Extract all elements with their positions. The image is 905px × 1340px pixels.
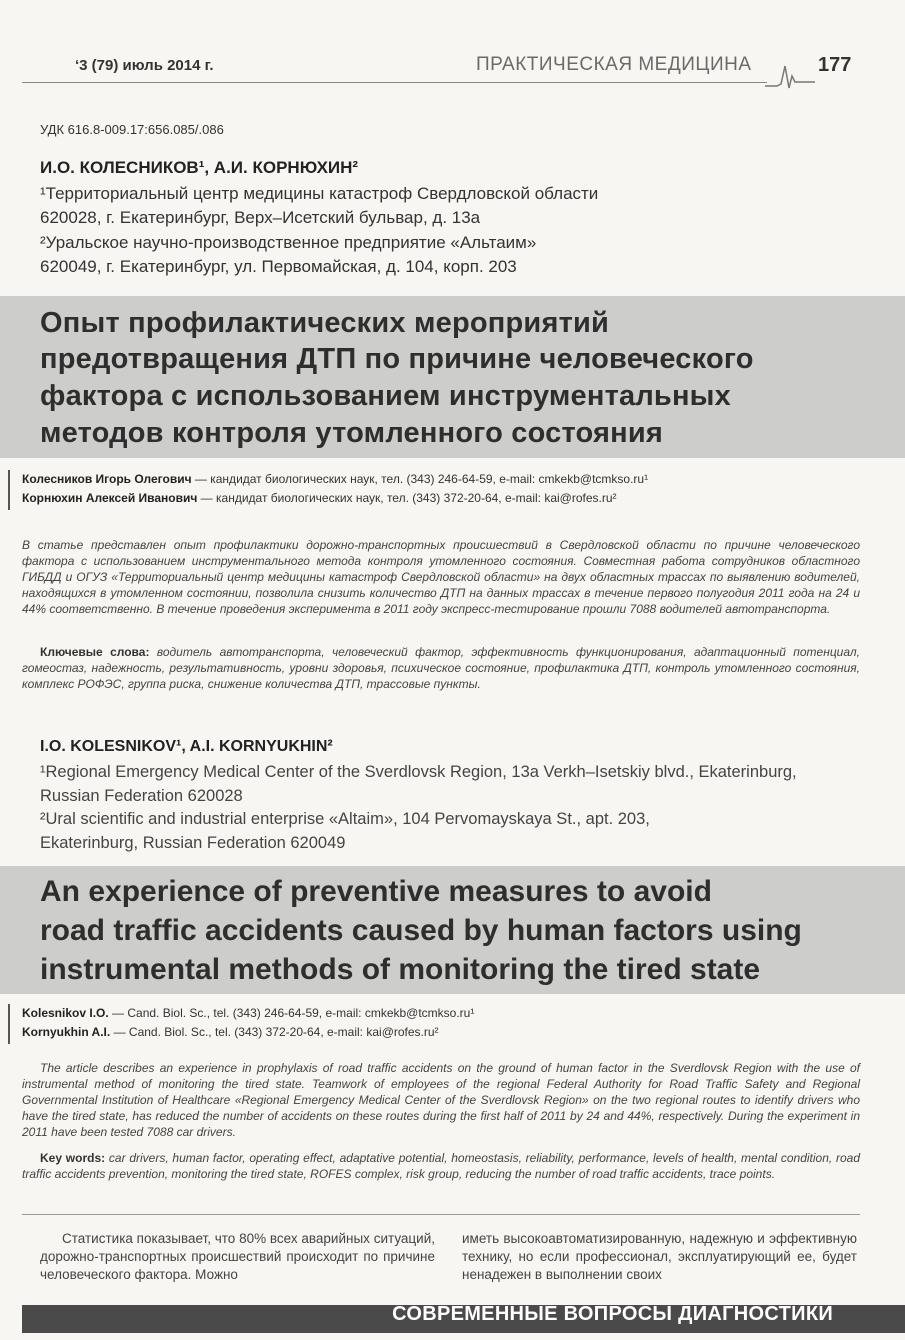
keywords-text: car drivers, human factor, operating effect, adaptative potential, homeostasis, reliability, performance, levels of health, mental condition, road traffic accidents prevention, monitoring the tired state, ROFES complex, risk group, reducing the number of road traffic accidents, trace points. (22, 1151, 860, 1181)
en-title-line-3: instrumental methods of monitoring the tired state (40, 953, 761, 986)
contact-info: — кандидат биологических наук, тел. (343) 246-64-59, e-mail: cmkekb@tcmkso.ru¹ (191, 472, 649, 486)
en-contact-2 (22, 1025, 439, 1039)
ru-affiliation-1: ¹Территориальный центр медицины катастроф Свердловской области (40, 184, 599, 203)
en-title-line-1: An experience of preventive measures to avoid (40, 875, 712, 908)
contact-name: Kolesnikov I.O. (22, 1006, 109, 1020)
keywords-label: Ключевые слова: (40, 645, 150, 659)
ru-affiliation-4: 620049, г. Екатеринбург, ул. Первомайская, д. 104, корп. 203 (40, 257, 517, 276)
ru-contact-2 (22, 491, 617, 505)
ru-abstract: В статье представлен опыт профилактики дорожно-транспортных происшествий в Свердловской области по причине человеческого фактора с использованием инструментального метода контроля утомленного состояния. Совместная работа сотрудников областного ГИБДД и ОГУЗ «Территориальный центр медицины катастроф Свердловской области» на двух областных трассах по выявлению водителей, находящихся в утомленном состоянии, позволила снизить количество ДТП на данных трассах в течение первого полугодия 2011 года на 24 и 44% соответственно. В течение проведения эксперимента в 2011 году экспресс-тестирование прошли 7088 водителей автотранспорта. (22, 538, 860, 616)
en-authors: I.O. KOLESNIKOV¹, A.I. KORNYUKHIN² (40, 738, 333, 755)
contact-info: — Cand. Biol. Sc., tel. (343) 372-20-64, e-mail: kai@rofes.ru² (110, 1025, 439, 1039)
page-number: 177 (818, 54, 852, 76)
pulse-icon (765, 62, 815, 90)
en-keywords (22, 1150, 860, 1182)
udk-code: УДК 616.8-009.17:656.085/.086 (40, 122, 224, 137)
body-column-2: иметь высокоавтоматизированную, надежную и эффективную технику, но если профессионал, эксплуатирующий ее, будет ненадежен в выполнении своих (462, 1231, 857, 1282)
ru-keywords (22, 644, 860, 692)
en-affiliation-1: ¹Regional Emergency Medical Center of the Sverdlovsk Region, 13a Verkh–Isetskiy blvd., Ekaterinburg, (40, 763, 797, 781)
contact-name: Kornyukhin A.I. (22, 1025, 111, 1039)
body-column-1: Статистика показывает, что 80% всех аварийных ситуаций, дорожно-транспортных происшествий происходит по причине человеческого фактора. Можно (40, 1231, 435, 1282)
ru-authors: И.О. КОЛЕСНИКОВ¹, А.И. КОРНЮХИН² (40, 158, 359, 177)
issue-info: ‘3 (79) июль 2014 г. (75, 57, 214, 74)
header-rule (22, 82, 767, 83)
ru-title-line-3: фактора с использованием инструментальных (40, 380, 731, 412)
keywords-label: Key words: (40, 1151, 106, 1165)
ru-title-line-2: предотвращения ДТП по причине человеческого (40, 343, 754, 375)
contact-name: Колесников Игорь Олегович (22, 472, 192, 486)
ru-contact-1 (22, 472, 648, 486)
contact-bar (8, 470, 10, 510)
section-footer: СОВРЕМЕННЫЕ ВОПРОСЫ ДИАГНОСТИКИ (392, 1303, 833, 1325)
contact-info: — Cand. Biol. Sc., tel. (343) 246-64-59, e-mail: cmkekb@tcmkso.ru¹ (108, 1006, 475, 1020)
ru-title-line-1: Опыт профилактических мероприятий (40, 307, 610, 339)
en-title-line-2: road traffic accidents caused by human factors using (40, 914, 802, 947)
en-affiliation-3: ²Ural scientific and industrial enterprise «Altaim», 104 Pervomayskaya St., apt. 203, (40, 810, 650, 828)
ru-affiliation-2: 620028, г. Екатеринбург, Верх–Исетский бульвар, д. 13а (40, 208, 481, 227)
contact-bar (8, 1004, 10, 1044)
en-affiliation-2: Russian Federation 620028 (40, 787, 243, 805)
journal-title: ПРАКТИЧЕСКАЯ МЕДИЦИНА (476, 54, 752, 75)
ru-affiliation-3: ²Уральское научно-производственное предприятие «Альтаим» (40, 233, 537, 252)
en-abstract: The article describes an experience in prophylaxis of road traffic accidents on the ground of human factor in the Sverdlovsk Region with the use of instrumental method of monitoring the tired state. Teamwork of employees of the regional Federal Authority for Road Traffic Safety and Regional Governmental Institution of Healthcare «Regional Emergency Medical Center of the Sverdlovsk Region» on the two regional routes to identify drivers who have the tired state, has reduced the number of accidents on these routes during the first half of 2011 by 24 and 44%, respectively. During the experiment in 2011 have been tested 7088 car drivers. (22, 1061, 860, 1139)
contact-name: Корнюхин Алексей Иванович (22, 491, 198, 505)
keywords-text: водитель автотранспорта, человеческий фактор, эффективность функционирования, адаптационный потенциал, гомеостаз, надежность, результативность, уровни здоровья, психическое состояние, профилактика ДТП, контроль утомленного состояния, комплекс РОФЭС, группа риска, снижение количества ДТП, трассовые пункты. (22, 645, 860, 691)
en-affiliation-4: Ekaterinburg, Russian Federation 620049 (40, 834, 346, 852)
contact-info: — кандидат биологических наук, тел. (343) 372-20-64, e-mail: kai@rofes.ru² (197, 491, 617, 505)
section-rule (22, 1214, 860, 1215)
en-contact-1 (22, 1006, 474, 1020)
ru-title-line-4: методов контроля утомленного состояния (40, 417, 664, 449)
